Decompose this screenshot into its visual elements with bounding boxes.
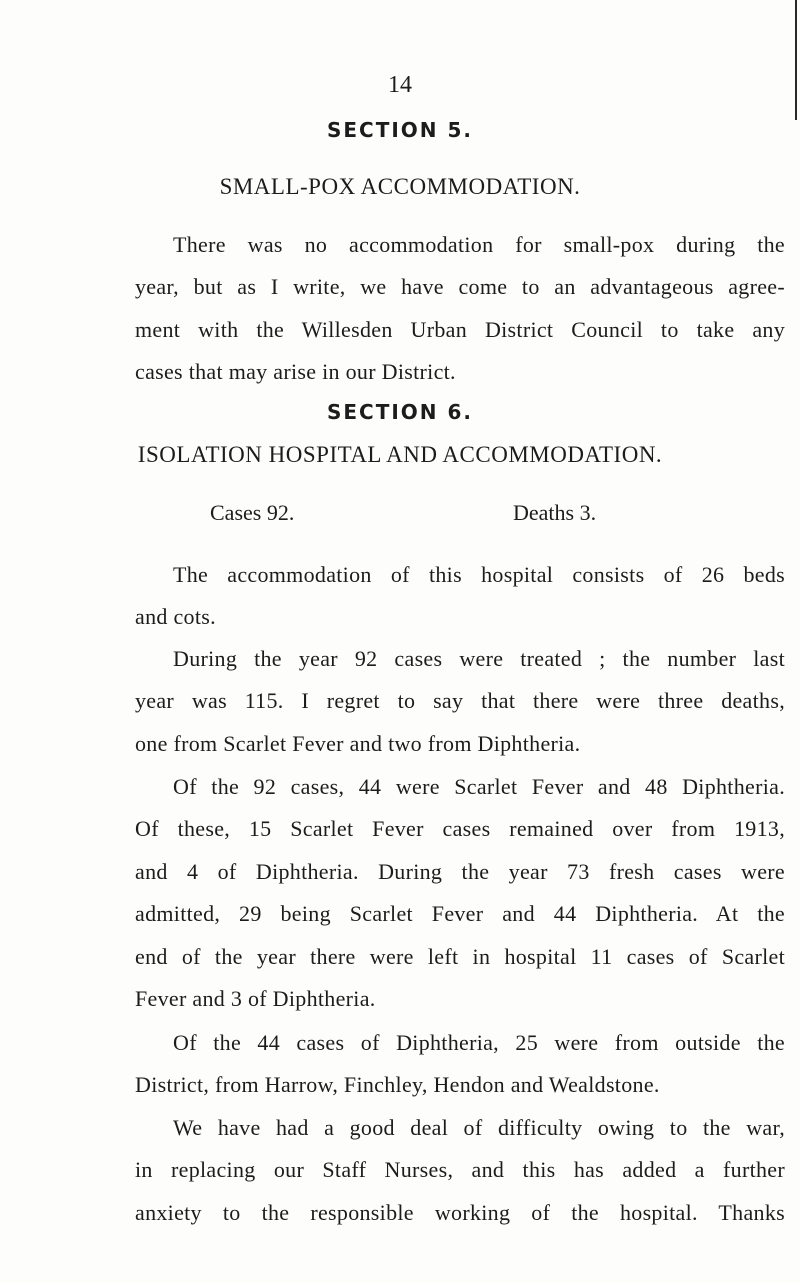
- paragraph-line: and 4 of Diphtheria. During the year 73 fresh cases were: [135, 859, 785, 884]
- paragraph-line: in replacing our Staff Nurses, and this has added a further: [135, 1157, 785, 1182]
- section-5-heading: SECTION 5.: [326, 118, 474, 142]
- paragraph-line: cases that may arise in our District.: [135, 359, 456, 384]
- paragraph-line: The accommodation of this hospital consists of 26 beds: [173, 562, 785, 587]
- paragraph-line: end of the year there were left in hospital 11 cases of Scarlet: [135, 944, 785, 969]
- paragraph-line: Fever and 3 of Diphtheria.: [135, 986, 376, 1011]
- paragraph-line: and cots.: [135, 604, 216, 629]
- page-number: 14: [388, 72, 412, 98]
- cases-count: Cases 92.: [210, 500, 295, 525]
- paragraph-line: There was no accommodation for small-pox during the: [173, 232, 785, 257]
- paragraph-line: Of the 44 cases of Diphtheria, 25 were from outside the: [173, 1030, 785, 1055]
- paragraph-line: Of these, 15 Scarlet Fever cases remained over from 1913,: [135, 816, 785, 841]
- paragraph-line: admitted, 29 being Scarlet Fever and 44 Diphtheria. At the: [135, 901, 785, 926]
- section-5-title: SMALL-POX ACCOMMODATION.: [219, 174, 581, 199]
- paragraph-line: During the year 92 cases were treated ; the number last: [173, 646, 785, 671]
- paragraph-line: year, but as I write, we have come to an advantageous agree-: [135, 274, 785, 299]
- paragraph-line: one from Scarlet Fever and two from Diphtheria.: [135, 731, 581, 756]
- page-edge-line: [795, 0, 797, 120]
- section-6-title: ISOLATION HOSPITAL AND ACCOMMODATION.: [137, 442, 663, 467]
- paragraph-line: District, from Harrow, Finchley, Hendon and Wealdstone.: [135, 1072, 660, 1097]
- paragraph-line: ment with the Willesden Urban District Council to take any: [135, 317, 785, 342]
- section-6-heading: SECTION 6.: [326, 400, 474, 424]
- paragraph-line: Of the 92 cases, 44 were Scarlet Fever and 48 Diphtheria.: [173, 774, 785, 799]
- paragraph-line: anxiety to the responsible working of the hospital. Thanks: [135, 1200, 785, 1225]
- paragraph-line: We have had a good deal of difficulty owing to the war,: [173, 1115, 785, 1140]
- paragraph-line: year was 115. I regret to say that there were three deaths,: [135, 688, 785, 713]
- deaths-count: Deaths 3.: [513, 500, 597, 525]
